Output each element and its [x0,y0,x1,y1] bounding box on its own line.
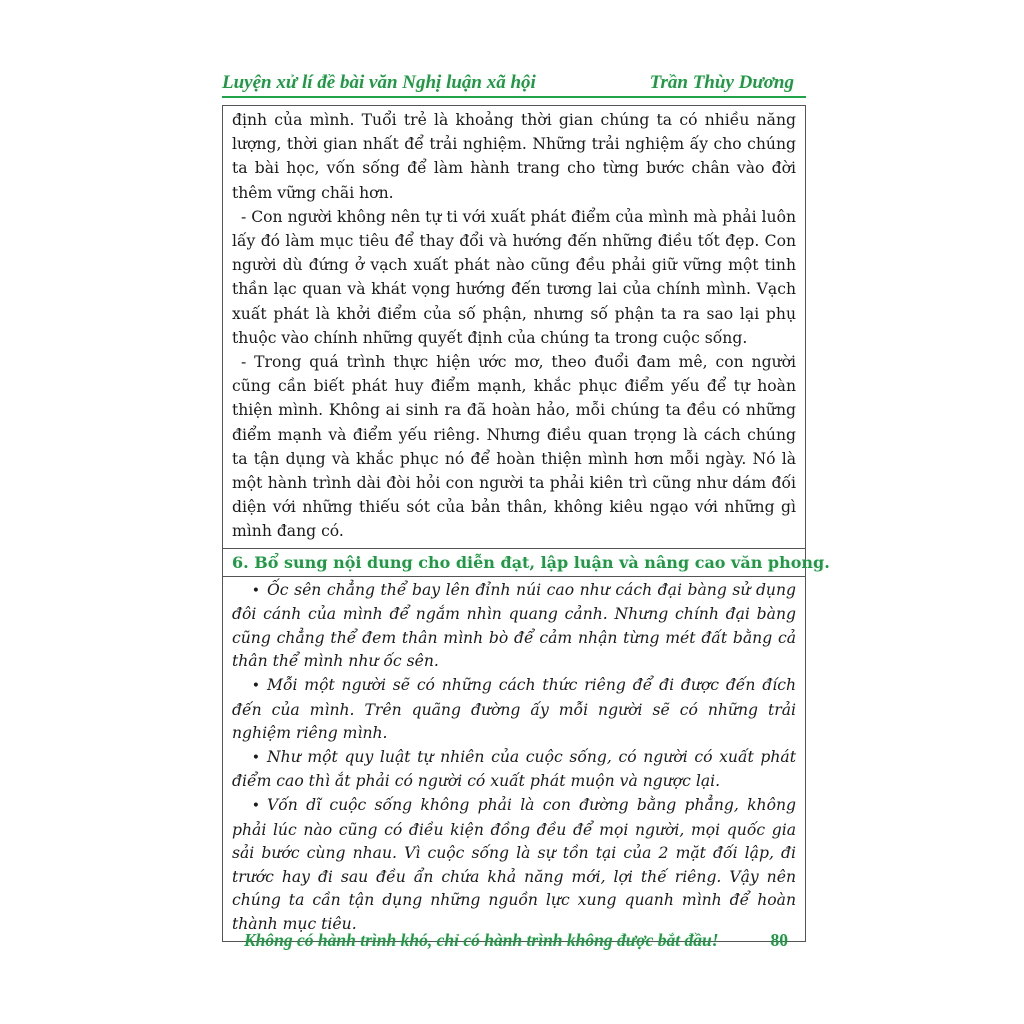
bullet-text: Như một quy luật tự nhiên của cuộc sống, có người có xuất phát điểm cao thì ắt phải có người có xuất phát muộn và ngược lại. [232,747,796,791]
bullet-item [232,794,796,937]
bullet-icon: • [251,582,260,599]
body-paragraph: - Con người không nên tự ti với xuất phát điểm của mình mà phải luôn lấy đó làm mục tiêu để thay đổi và hướng đến những điều tốt đẹp. Con người dù đứng ở vạch xuất phát nào cũng đều phải giữ vững một tinh thần lạc quan và khát vọng hướng đến tương lai của chính mình. Vạch xuất phát là khởi điểm của số phận, nhưng số phận ta ra sao lại phụ thuộc vào chính những quyết định của chúng ta trong cuộc sống. [232,207,796,347]
bullet-text: Ốc sên chẳng thể bay lên đỉnh núi cao như cách đại bàng sử dụng đôi cánh của mình để ngắm nhìn quang cảnh. Nhưng chính đại bàng cũng chẳng thể đem thân mình bò để cảm nhận từng mét đất bằng cả thân thể mình như ốc sên. [232,580,796,671]
bullet-text: Vốn dĩ cuộc sống không phải là con đường bằng phẳng, không phải lúc nào cũng có điều kiện đồng đều để mọi người, mọi quốc gia sải bước cùng nhau. Vì cuộc sống là sự tồn tại của 2 mặt đối lập, đi trước hay đi sau đều ẩn chứa khả năng mới, lợi thế riêng. Vậy nên chúng ta cần tận dụng những nguồn lực xung quanh mình để hoàn thành mục tiêu. [232,796,796,933]
page-number: 80 [770,930,788,950]
author-name: Trần Thùy Dương [649,72,794,93]
bullet-item [232,579,796,674]
bullet-icon: • [251,798,260,814]
body-paragraph: - Trong quá trình thực hiện ước mơ, theo đuổi đam mê, con người cũng cần biết phát huy điểm mạnh, khắc phục điểm yếu để tự hoàn thiện mình. Không ai sinh ra đã hoàn hảo, mỗi chúng ta đều có những điểm mạnh và điểm yếu riêng. Nhưng điều quan trọng là cách chúng ta tận dụng và khắc phục nó để hoàn thiện mình hơn mỗi ngày. Nó là một hành trình dài đòi hỏi con người ta phải kiên trì cũng như dám đối diện với những thiếu sót của bản thân, không kiêu ngạo với những gì mình đang có. [232,353,796,541]
content-table [222,105,830,942]
body-paragraph: định của mình. Tuổi trẻ là khoảng thời gian chúng ta có nhiều năng lượng, thời gian nhất để trải nghiệm. Những trải nghiệm ấy cho chúng ta bài học, vốn sống để làm hành trang cho từng bước chân vào đời thêm vững chãi hơn. [232,111,796,202]
bullet-icon: • [251,678,260,695]
section-title: 6. Bổ sung nội dung cho diễn đạt, lập luận và nâng cao văn phong. [223,548,805,577]
bullet-icon: • [251,749,260,766]
bullet-text: Mỗi một người sẽ có những cách thức riêng để đi được đến đích đến của mình. Trên quãng đường ấy mỗi người sẽ có những trải nghiệm riêng mình. [232,676,796,743]
bullet-cell [223,577,805,941]
footer-quote: Không có hành trình khó, chỉ có hành trình không được bắt đầu! [244,930,719,950]
page-footer [244,930,794,956]
book-title: Luyện xử lí đề bài văn Nghị luận xã hội [222,72,536,93]
bullet-item [232,746,796,794]
page-header [222,70,806,98]
body-cell [223,106,805,548]
bullet-item [232,674,796,746]
